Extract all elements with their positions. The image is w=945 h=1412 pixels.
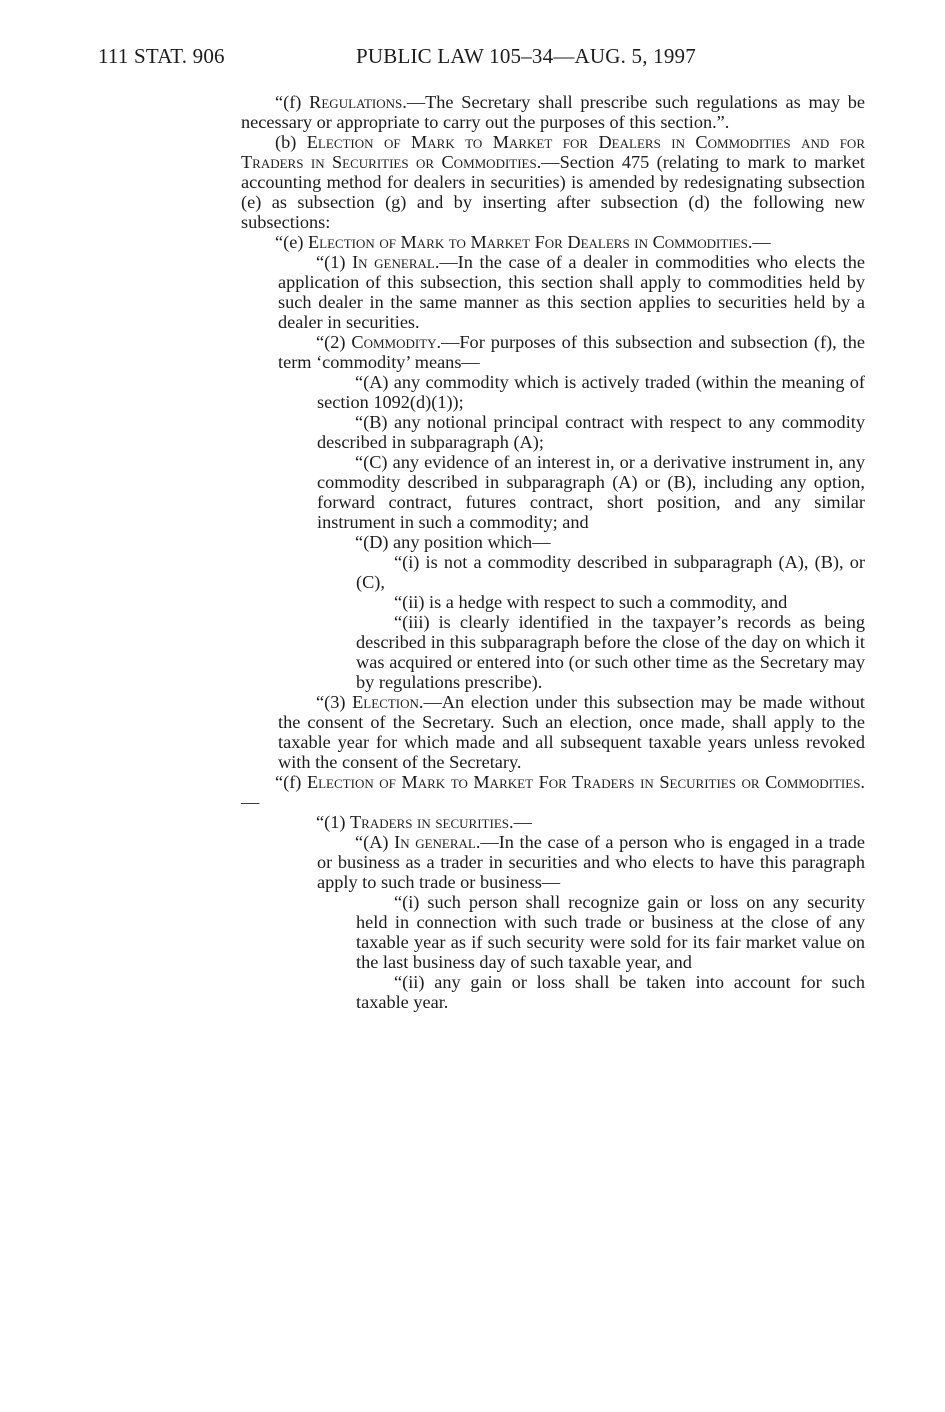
paragraph-e2-a: “(A) any commodity which is actively traded (within the meaning of section 1092(d)(1)); bbox=[317, 372, 865, 412]
paragraph-e2-d: “(D) any position which— bbox=[355, 532, 551, 552]
paragraph-e3-election: “(3) Election.—An election under this subsection may be made without the consent of the Secretary. Such an election, once made, shall apply to the taxable year for which made and all subsequent taxable years unless revoked with the consent of the Secretary. bbox=[278, 692, 865, 772]
paragraph-e2-commodity: “(2) Commodity.—For purposes of this subsection and subsection (f), the term ‘commodity’ means— bbox=[278, 332, 865, 372]
running-header: PUBLIC LAW 105–34—AUG. 5, 1997 bbox=[356, 44, 696, 68]
paragraph-f1-a-i: “(i) such person shall recognize gain or loss on any security held in connection with such trade or business at the close of any taxable year as if such security were sold for its fair market value on the last business day of such taxable year, and bbox=[356, 892, 865, 972]
paragraph-e1-in-general: “(1) In general.—In the case of a dealer in commodities who elects the application of this subsection, this section shall apply to commodities held by such dealer in the same manner as this section applies to securities held by a dealer in securities. bbox=[278, 252, 865, 332]
paragraph-e2-b: “(B) any notional principal contract with respect to any commodity described in subparagraph (A); bbox=[317, 412, 865, 452]
paragraph-f1-a-ii: “(ii) any gain or loss shall be taken into account for such taxable year. bbox=[356, 972, 865, 1012]
paragraph-e2-d-iii: “(iii) is clearly identified in the taxpayer’s records as being described in this subparagraph before the close of the day on which it was acquired or entered into (or such other time as the Secretary may by regulations prescribe). bbox=[356, 612, 865, 692]
page-number-header: 111 STAT. 906 bbox=[98, 44, 225, 68]
paragraph-f1-traders: “(1) Traders in securities.— bbox=[316, 812, 532, 832]
paragraph-e2-d-i: “(i) is not a commodity described in subparagraph (A), (B), or (C), bbox=[356, 552, 865, 592]
document-body bbox=[241, 92, 865, 1012]
paragraph-e2-d-ii: “(ii) is a hedge with respect to such a commodity, and bbox=[394, 592, 788, 612]
paragraph-b-election: (b) Election of Mark to Market for Dealers in Commodities and for Traders in Securities or Commodities.—Section 475 (relating to mark to market accounting method for dealers in securities) is amended by redesignating subsection (e) as subsection (g) and by inserting after subsection (d) the following new subsections: bbox=[241, 132, 865, 232]
paragraph-f-regulations: “(f) Regulations.—The Secretary shall prescribe such regulations as may be necessary or appropriate to carry out the purposes of this section.”. bbox=[241, 92, 866, 132]
paragraph-f-heading: “(f) Election of Mark to Market For Traders in Securities or Commodities.— bbox=[241, 772, 865, 812]
paragraph-f1-a: “(A) In general.—In the case of a person who is engaged in a trade or business as a trader in securities and who elects to have this paragraph apply to such trade or business— bbox=[317, 832, 865, 892]
paragraph-e-heading: “(e) Election of Mark to Market For Dealers in Commodities.— bbox=[275, 232, 771, 252]
paragraph-e2-c: “(C) any evidence of an interest in, or a derivative instrument in, any commodity described in subparagraph (A) or (B), including any option, forward contract, futures contract, short position, and any similar instrument in such a commodity; and bbox=[317, 452, 865, 532]
